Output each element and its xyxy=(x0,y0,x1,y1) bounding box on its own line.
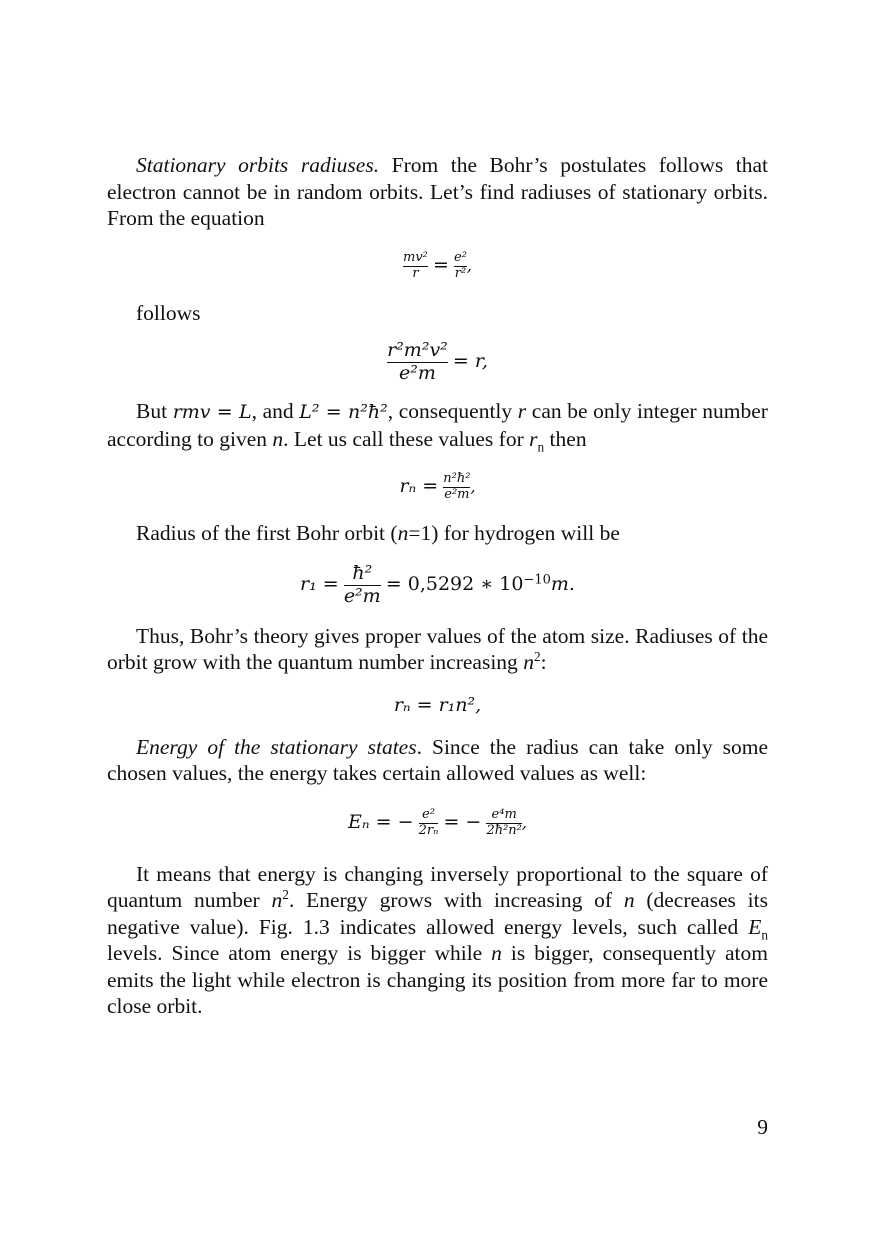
fraction-e2-over-r2: $\frac{\text{e²}}{\text{r²}}$ xyxy=(454,249,467,281)
fraction-hbar2-over-e2m: $\frac{\text{ħ²}}{\text{e²m}}$ xyxy=(343,561,381,607)
equation-r1: r₁ = $\frac{\text{ħ²}}{\text{e²m}}$ = 0,5292 ∗ $10^{-10}m$. xyxy=(300,561,575,607)
paragraph-follows: follows xyxy=(136,300,201,325)
section-lead-energy: Energy of the stationary states xyxy=(136,734,417,759)
page-body xyxy=(107,152,768,1020)
paragraph-atom-size: Thus, Bohr’s theory gives proper values of the atom size. Radiuses of the orbit grow with the quantum number increasing $n^2$: xyxy=(107,623,768,674)
paragraph-energy-levels: It means that energy is changing inversely proportional to the square of quantum number $n^2$. Energy grows with increasing of n (decreases its negative value). Fig. 1.3 indicates allowed energy levels, such called $E_n$ levels. Since atom energy is bigger while n is bigger, consequently atom emits the light while electron is changing its position from more far to more close orbit. xyxy=(107,861,768,1018)
paragraph-orbit-radiuses: Stationary orbits radiuses. From the Bohr’s postulates follows that electron cannot be in random orbits. Let’s find radiuses of stationary orbits. From the equation xyxy=(107,153,768,230)
paragraph-energy-states: Energy of the stationary states. Since the radius can take only some chosen values, the energy takes certain allowed values as well: xyxy=(107,734,768,785)
fraction-e4m-over-2hbar2n2: $\frac{\text{e⁴m}}{\text{2ħ²n²}}$ xyxy=(486,806,522,838)
paragraph-first-orbit: Radius of the first Bohr orbit (n=1) for hydrogen will be xyxy=(136,521,620,545)
equation-rn-r1n2: rₙ = r₁n², xyxy=(393,693,482,716)
equation-rn: rₙ = $\frac{\text{n²ħ²}}{\text{e²m}}$ , xyxy=(399,471,476,502)
section-lead-orbits: Stationary orbits radiuses. xyxy=(136,153,380,177)
fraction-r2m2v2-over-e2m: $\frac{\text{r²m²v²}}{\text{e²m}}$ xyxy=(387,339,448,384)
fraction-e2-over-2rn: $\frac{\text{e²}}{\text{2rₙ}}$ xyxy=(418,806,439,838)
fraction-mv2-over-r: $\frac{\text{mv²}}{r}$ xyxy=(403,249,428,281)
paragraph-quantization: But rmv = L, and L² = n²ħ², consequently r can be only integer number according to given n. Let us call these values for $r_n$ then xyxy=(107,399,768,454)
equation-radius-relation: $\frac{\text{r²m²v²}}{\text{e²m}}$ = r, xyxy=(387,339,488,384)
fraction-n2hbar2-over-e2m: $\frac{\text{n²ħ²}}{\text{e²m}}$ xyxy=(443,471,471,502)
equation-energy: Eₙ = − $\frac{\text{e²}}{\text{2rₙ}}$ = − $\frac{\text{e⁴m}}{\text{2ħ²n²}}$ , xyxy=(348,806,527,838)
equation-force-balance: $\frac{\text{mv²}}{r}$ = $\frac{\text{e²}}{\text{r²}}$ , xyxy=(403,249,472,281)
page-number: 9 xyxy=(757,1115,768,1139)
